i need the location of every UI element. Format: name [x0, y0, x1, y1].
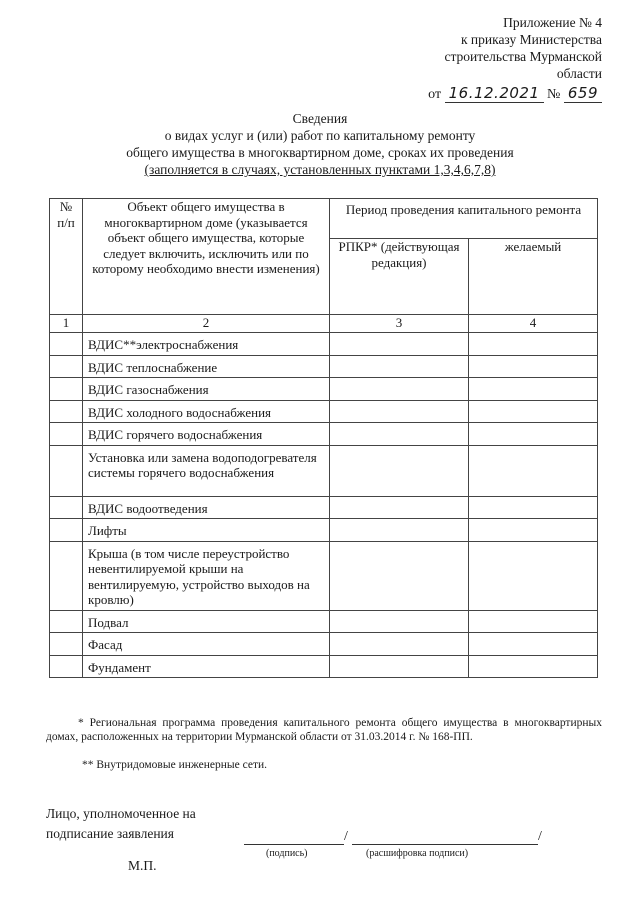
cell-object: ВДИС холодного водоснабжения: [83, 400, 330, 423]
cell-rpkr[interactable]: [330, 378, 469, 401]
cell-object: ВДИС теплоснабжение: [83, 355, 330, 378]
column-number: 1: [50, 315, 83, 333]
column-number: 3: [330, 315, 469, 333]
appendix-title: Приложение № 4: [503, 15, 602, 30]
cell-num[interactable]: [50, 541, 83, 610]
column-numbers-row: [50, 315, 598, 333]
document-heading: [0, 110, 640, 178]
cell-num[interactable]: [50, 519, 83, 542]
heading-title: Сведения: [292, 111, 348, 126]
cell-rpkr[interactable]: [330, 333, 469, 356]
cell-object: ВДИС горячего водоснабжения: [83, 423, 330, 446]
cell-num[interactable]: [50, 355, 83, 378]
table-header-row: [50, 199, 598, 239]
cell-object: Фасад: [83, 633, 330, 656]
signatory-line-2: подписание заявления: [46, 826, 174, 841]
cell-desired[interactable]: [469, 496, 598, 519]
table-row: [50, 519, 598, 542]
caption-signature: (подпись): [266, 848, 308, 859]
cell-rpkr[interactable]: [330, 633, 469, 656]
cell-desired[interactable]: [469, 355, 598, 378]
heading-note: (заполняется в случаях, установленных пунктами 1,3,4,6,7,8): [144, 162, 496, 177]
cell-rpkr[interactable]: [330, 519, 469, 542]
header-period: Период проведения капитального ремонта: [330, 199, 598, 239]
cell-desired[interactable]: [469, 423, 598, 446]
table-row: [50, 610, 598, 633]
cell-num[interactable]: [50, 445, 83, 496]
cell-num[interactable]: [50, 400, 83, 423]
cell-object: ВДИС водоотведения: [83, 496, 330, 519]
appendix-region-line: области: [556, 66, 602, 81]
signature-end-separator: /: [538, 829, 542, 844]
table-row: [50, 633, 598, 656]
header-num: № п/п: [50, 199, 83, 315]
cell-desired[interactable]: [469, 655, 598, 678]
header-rpkr: РПКР* (действующая редакция): [330, 239, 469, 315]
cell-desired[interactable]: [469, 378, 598, 401]
handwritten-date: 16.12.2021: [445, 84, 544, 103]
table-row: [50, 355, 598, 378]
cell-rpkr[interactable]: [330, 400, 469, 423]
table-row: [50, 496, 598, 519]
cell-rpkr[interactable]: [330, 423, 469, 446]
order-date-number: [428, 85, 602, 103]
cell-desired[interactable]: [469, 400, 598, 423]
cell-rpkr[interactable]: [330, 496, 469, 519]
stamp-place: М.П.: [128, 858, 157, 873]
cell-desired[interactable]: [469, 333, 598, 356]
cell-desired[interactable]: [469, 519, 598, 542]
cell-object: Подвал: [83, 610, 330, 633]
header-object: Объект общего имущества в многоквартирном доме (указывается объект общего имущества, которые следует включить, исключить или по которому необходимо внести изменения): [83, 199, 330, 315]
table-row: [50, 655, 598, 678]
cell-desired[interactable]: [469, 541, 598, 610]
cell-object: Крыша (в том числе переустройство невентилируемой крыши на вентилируемую, устройство выходов на кровлю): [83, 541, 330, 610]
signature-decode-line[interactable]: [352, 844, 538, 845]
heading-line-3: общего имущества в многоквартирном доме, сроках их проведения: [126, 145, 514, 160]
footnote-rpkr: * Региональная программа проведения капитального ремонта общего имущества в многоквартирных домах, расположенных на территории Мурманской области от 31.03.2014 г. № 168-ПП.: [46, 717, 602, 743]
appendix-ministry-line: строительства Мурманской: [444, 49, 602, 64]
appendix-order-line: к приказу Министерства: [460, 32, 602, 47]
cell-object: Лифты: [83, 519, 330, 542]
signatory-line-1: Лицо, уполномоченное на: [46, 806, 196, 821]
footnote-vdis: ** Внутридомовые инженерные сети.: [82, 759, 268, 771]
cell-desired[interactable]: [469, 610, 598, 633]
signature-line[interactable]: [244, 844, 344, 845]
cell-object: Фундамент: [83, 655, 330, 678]
signatory-label: [46, 804, 196, 844]
cell-rpkr[interactable]: [330, 445, 469, 496]
cell-desired[interactable]: [469, 445, 598, 496]
column-number: 4: [469, 315, 598, 333]
services-table: [49, 198, 598, 678]
table-row: [50, 445, 598, 496]
cell-num[interactable]: [50, 378, 83, 401]
cell-num[interactable]: [50, 633, 83, 656]
table-row: [50, 423, 598, 446]
header-desired: желаемый: [469, 239, 598, 315]
date-label: от: [428, 87, 442, 102]
cell-object: Установка или замена водоподогревателя системы горячего водоснабжения: [83, 445, 330, 496]
cell-rpkr[interactable]: [330, 610, 469, 633]
cell-rpkr[interactable]: [330, 355, 469, 378]
column-number: 2: [83, 315, 330, 333]
cell-num[interactable]: [50, 610, 83, 633]
table-row: [50, 378, 598, 401]
cell-object: ВДИС газоснабжения: [83, 378, 330, 401]
caption-decode: (расшифровка подписи): [366, 848, 469, 859]
footnotes: [46, 716, 602, 772]
cell-object: ВДИС**электроснабжения: [83, 333, 330, 356]
cell-rpkr[interactable]: [330, 655, 469, 678]
table-row: [50, 400, 598, 423]
cell-num[interactable]: [50, 655, 83, 678]
cell-num[interactable]: [50, 496, 83, 519]
signature-separator: /: [344, 829, 348, 844]
number-label: №: [547, 87, 561, 102]
cell-num[interactable]: [50, 423, 83, 446]
handwritten-number: 659: [564, 84, 602, 103]
cell-rpkr[interactable]: [330, 541, 469, 610]
appendix-block: [428, 14, 602, 103]
heading-line-2: о видах услуг и (или) работ по капитальному ремонту: [164, 128, 476, 143]
cell-num[interactable]: [50, 333, 83, 356]
table-row: [50, 541, 598, 610]
table-row: [50, 333, 598, 356]
cell-desired[interactable]: [469, 633, 598, 656]
